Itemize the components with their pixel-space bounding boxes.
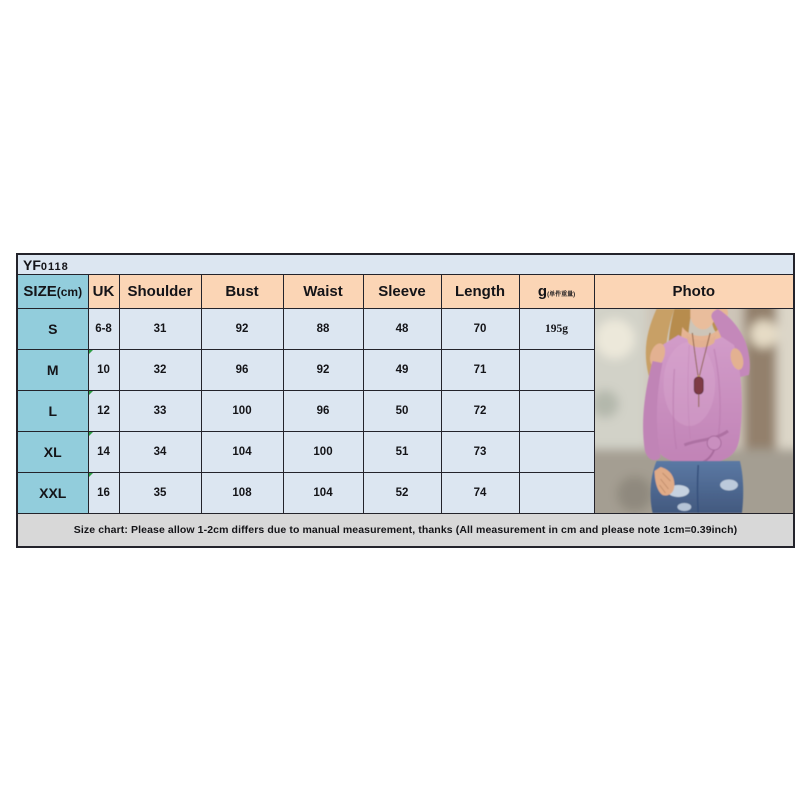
length-cell: 74	[441, 473, 519, 514]
uk-cell	[88, 432, 119, 473]
product-photo	[594, 309, 794, 514]
cell-flag-icon	[89, 391, 93, 395]
bust-cell: 108	[201, 473, 283, 514]
col-header-length: Length	[441, 275, 519, 309]
length-cell: 72	[441, 391, 519, 432]
shoulder-cell: 35	[119, 473, 201, 514]
shoulder-cell: 32	[119, 350, 201, 391]
size-cell: S	[17, 309, 88, 350]
shoulder-cell: 31	[119, 309, 201, 350]
chart-title-digits: 0118	[40, 260, 69, 273]
uk-cell	[88, 391, 119, 432]
col-header-waist: Waist	[283, 275, 363, 309]
column-header-row	[17, 275, 794, 309]
cell-flag-icon	[89, 350, 93, 354]
uk-value: 12	[97, 405, 110, 417]
waist-cell: 104	[283, 473, 363, 514]
length-cell: 71	[441, 350, 519, 391]
table-row-s	[17, 309, 794, 350]
col-header-bust: Bust	[201, 275, 283, 309]
product-photo-image	[595, 309, 794, 513]
uk-value: 14	[97, 446, 110, 458]
size-label: SIZE	[23, 283, 57, 300]
col-header-sleeve: Sleeve	[363, 275, 441, 309]
weight-cell	[519, 391, 594, 432]
cell-flag-icon	[89, 432, 93, 436]
uk-cell	[88, 473, 119, 514]
uk-cell	[88, 350, 119, 391]
col-header-uk: UK	[88, 275, 119, 309]
bust-cell: 92	[201, 309, 283, 350]
waist-cell: 100	[283, 432, 363, 473]
length-cell: 73	[441, 432, 519, 473]
chart-title-prefix: YF	[23, 256, 41, 273]
bust-cell: 100	[201, 391, 283, 432]
waist-cell: 96	[283, 391, 363, 432]
weight-g-sublabel: (单件重量)	[547, 292, 576, 298]
uk-value: 10	[97, 364, 110, 376]
size-cell: L	[17, 391, 88, 432]
sleeve-cell: 52	[363, 473, 441, 514]
sleeve-cell: 51	[363, 432, 441, 473]
bust-cell: 96	[201, 350, 283, 391]
size-chart-table	[16, 253, 795, 548]
waist-cell: 92	[283, 350, 363, 391]
sleeve-cell: 50	[363, 391, 441, 432]
size-note: Size chart: Please allow 1-2cm differs due to manual measurement, thanks (All measurement in cm and please note 1cm=0.39inch)	[17, 514, 794, 548]
sleeve-cell: 48	[363, 309, 441, 350]
weight-cell	[519, 432, 594, 473]
uk-value: 16	[97, 487, 110, 499]
chart-title-row	[17, 254, 794, 275]
uk-cell: 6-8	[88, 309, 119, 350]
chart-title	[17, 254, 794, 275]
col-header-photo: Photo	[594, 275, 794, 309]
size-unit-label: (cm)	[56, 285, 83, 299]
shoulder-cell: 34	[119, 432, 201, 473]
weight-cell	[519, 473, 594, 514]
col-header-shoulder: Shoulder	[119, 275, 201, 309]
shoulder-cell: 33	[119, 391, 201, 432]
footer-note-row	[17, 514, 794, 548]
weight-g-label: g	[537, 283, 548, 300]
length-cell: 70	[441, 309, 519, 350]
cell-flag-icon	[89, 473, 93, 477]
weight-cell	[519, 350, 594, 391]
size-cell: M	[17, 350, 88, 391]
weight-cell: 195g	[519, 309, 594, 350]
size-cell: XXL	[17, 473, 88, 514]
col-header-weight	[519, 275, 594, 309]
col-header-size	[17, 275, 88, 309]
waist-cell: 88	[283, 309, 363, 350]
size-cell: XL	[17, 432, 88, 473]
bust-cell: 104	[201, 432, 283, 473]
sleeve-cell: 49	[363, 350, 441, 391]
